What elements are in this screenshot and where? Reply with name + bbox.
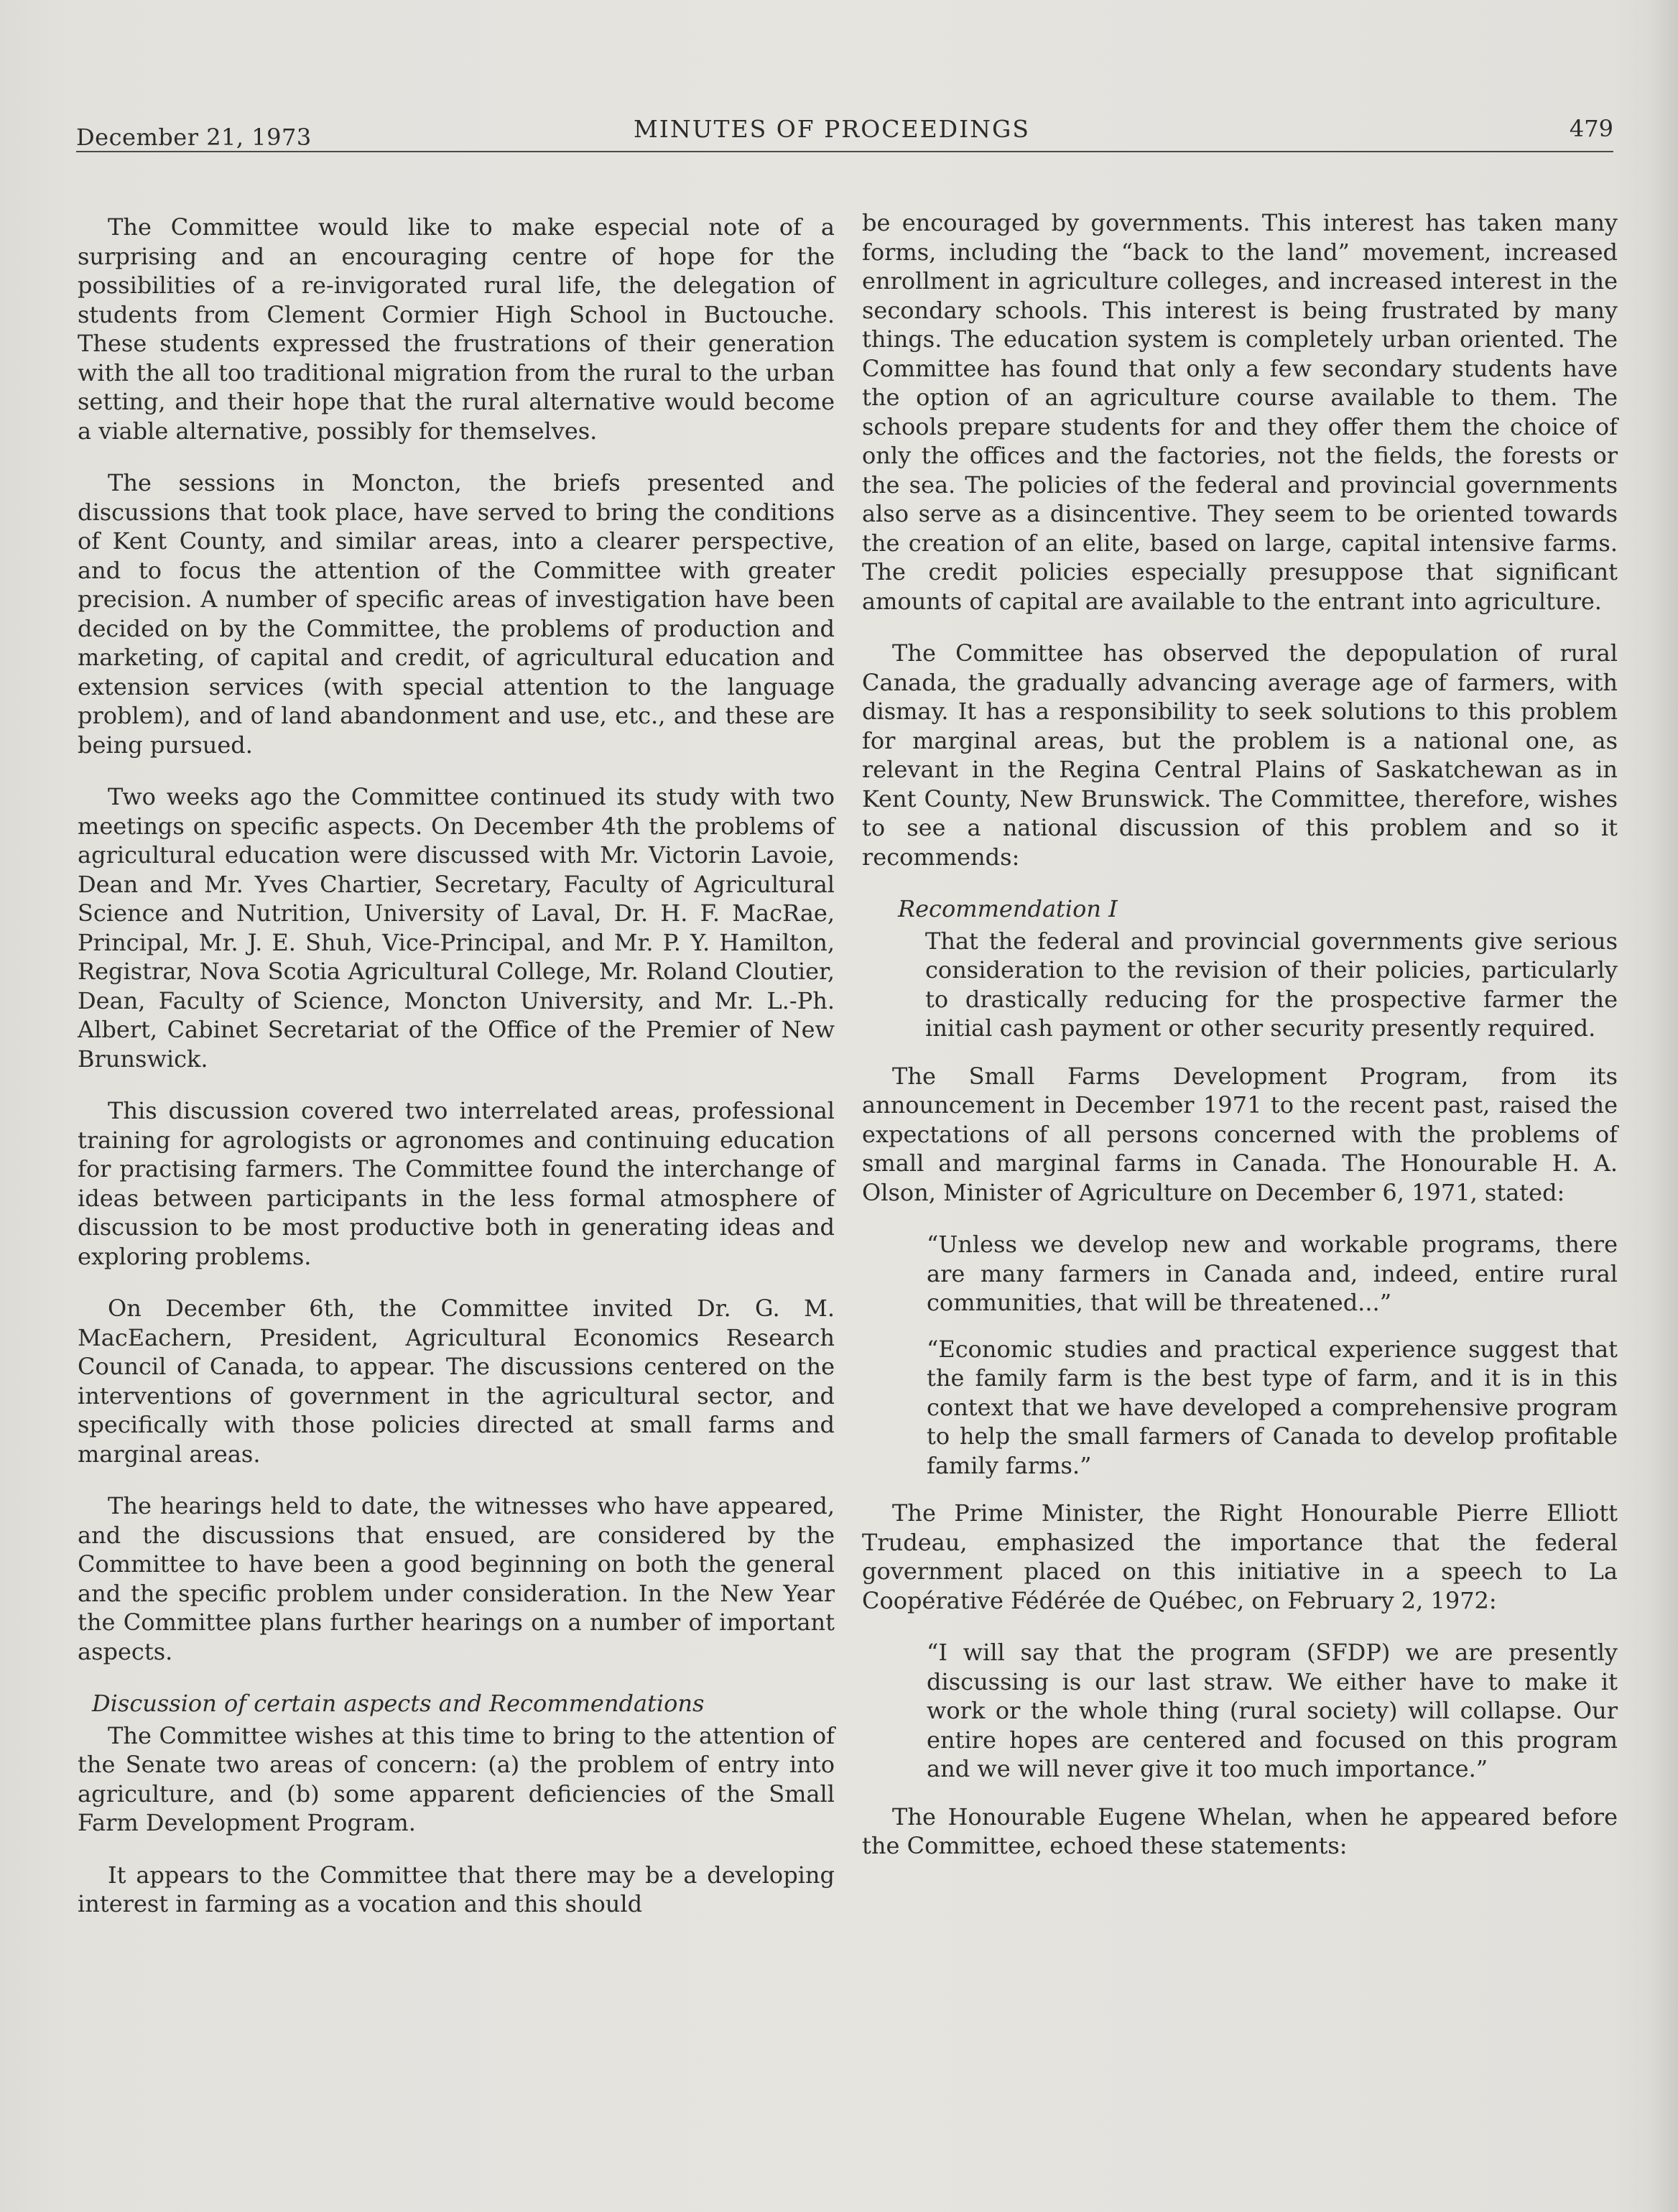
paragraph: The hearings held to date, the witnesses who have appeared, and the discussions that ensued, are considered by the Committee to have been a good beginning on both the general and the specific problem under consideration. In the New Year the Committee plans further hearings on a number of important aspects. [78, 1492, 835, 1665]
recommendation-heading: Recommendation I [898, 895, 1118, 922]
page-number: 479 [1569, 115, 1613, 142]
paragraph: The Committee would like to make especial note of a surprising and an encouraging centre of hope for the possibilities of a re-invigorated rural life, the delegation of students from Clement Cormier High School in Buctouche. These students expressed the frustrations of their generation with the all too traditional migration from the rural to the urban setting, and their hope that the rural alternative would become a viable alternative, possibly for themselves. [78, 213, 835, 445]
left-column [78, 213, 835, 1942]
header-date: December 21, 1973 [76, 124, 312, 151]
paragraph: The Honourable Eugene Whelan, when he appeared before the Committee, echoed these statements: [862, 1803, 1618, 1859]
paragraph: The Prime Minister, the Right Honourable Pierre Elliott Trudeau, emphasized the importance that the federal government placed on this initiative in a speech to La Coopérative Fédérée de Québec, on February 2, 1972: [862, 1499, 1618, 1614]
paragraph: This discussion covered two interrelated areas, professional training for agrologists or agronomes and continuing education for practising farmers. The Committee found the interchange of ideas between participants in the less formal atmosphere of discussion to be most productive both in generating ideas and exploring problems. [78, 1097, 835, 1270]
paragraph: The Committee wishes at this time to bring to the attention of the Senate two areas of concern: (a) the problem of entry into agriculture, and (b) some apparent deficiencies of the Small Farm Development Program. [78, 1721, 835, 1836]
header-title: MINUTES OF PROCEEDINGS [634, 115, 1031, 143]
paragraph: The sessions in Moncton, the briefs presented and discussions that took place, have served to bring the conditions of Kent County, and similar areas, into a clearer perspective, and to focus the attention of the Committee with greater precision. A number of specific areas of investigation have been decided on by the Committee, the problems of production and marketing, of capital and credit, of agricultural education and extension services (with special attention to the language problem), and of land abandonment and use, etc., and these are being pursued. [78, 469, 835, 759]
right-column [862, 208, 1618, 1884]
page-header [76, 115, 1613, 155]
paragraph: It appears to the Committee that there may be a developing interest in farming as a vocation and this should [78, 1861, 835, 1917]
quotation-block [862, 1638, 1618, 1784]
page-edge-shadow [1649, 0, 1678, 2212]
quotation: “Economic studies and practical experience suggest that the family farm is the best type of farm, and it is in this context that we have developed a comprehensive program to help the small farmers of Canada to develop profitable family farms.” [927, 1335, 1618, 1479]
paragraph: Two weeks ago the Committee continued its study with two meetings on specific aspects. On December 4th the problems of agricultural education were discussed with Mr. Victorin Lavoie, Dean and Mr. Yves Chartier, Secretary, Faculty of Agricultural Science and Nutrition, University of Laval, Dr. H. F. MacRae, Principal, Mr. J. E. Shuh, Vice-Principal, and Mr. P. Y. Hamilton, Registrar, Nova Scotia Agricultural College, Mr. Roland Cloutier, Dean, Faculty of Science, Moncton University, and Mr. L.-Ph. Albert, Cabinet Secretariat of the Office of the Premier of New Brunswick. [78, 783, 835, 1073]
paragraph: On December 6th, the Committee invited Dr. G. M. MacEachern, President, Agricultural Economics Research Council of Canada, to appear. The discussions centered on the interventions of government in the agricultural sector, and specifically with those policies directed at small farms and marginal areas. [78, 1295, 835, 1468]
recommendation-block [862, 927, 1618, 1043]
quotation: “I will say that the program (SFDP) we are presently discussing is our last straw. We either have to make it work or the whole thing (rural society) will collapse. Our entire hopes are centered and focused on this program and we will never give it too much importance.” [927, 1639, 1618, 1782]
recommendation-text: That the federal and provincial governments give serious consideration to the revision of their policies, particularly to drastically reducing for the prospective farmer the initial cash payment or other security presently required. [925, 927, 1618, 1042]
paragraph: The Committee has observed the depopulation of rural Canada, the gradually advancing average age of farmers, with dismay. It has a responsibility to seek solutions to this problem for marginal areas, but the problem is a national one, as relevant in the Regina Central Plains of Saskatchewan as in Kent County, New Brunswick. The Committee, therefore, wishes to see a national discussion of this problem and so it recommends: [862, 639, 1618, 871]
section-subhead: Discussion of certain aspects and Recommendations [92, 1690, 705, 1717]
quotation-block [862, 1230, 1618, 1480]
header-rule [76, 151, 1613, 152]
paragraph: The Small Farms Development Program, from its announcement in December 1971 to the recent past, raised the expectations of all persons concerned with the problems of small and marginal farms in Canada. The Honourable H. A. Olson, Minister of Agriculture on December 6, 1971, stated: [862, 1062, 1618, 1206]
quotation: “Unless we develop new and workable programs, there are many farmers in Canada and, indeed, entire rural communities, that will be threatened...” [927, 1231, 1618, 1316]
paragraph: be encouraged by governments. This interest has taken many forms, including the “back to the land” movement, increased enrollment in agriculture colleges, and increased interest in the secondary schools. This interest is being frustrated by many things. The education system is completely urban oriented. The Committee has found that only a few secondary students have the option of an agriculture course available to them. The schools prepare students for and they offer them the choice of only the offices and the factories, not the fields, the forests or the sea. The policies of the federal and provincial governments also serve as a disincentive. They seem to be oriented towards the creation of an elite, based on large, capital intensive farms. The credit policies especially presuppose that significant amounts of capital are available to the entrant into agriculture. [862, 209, 1618, 615]
